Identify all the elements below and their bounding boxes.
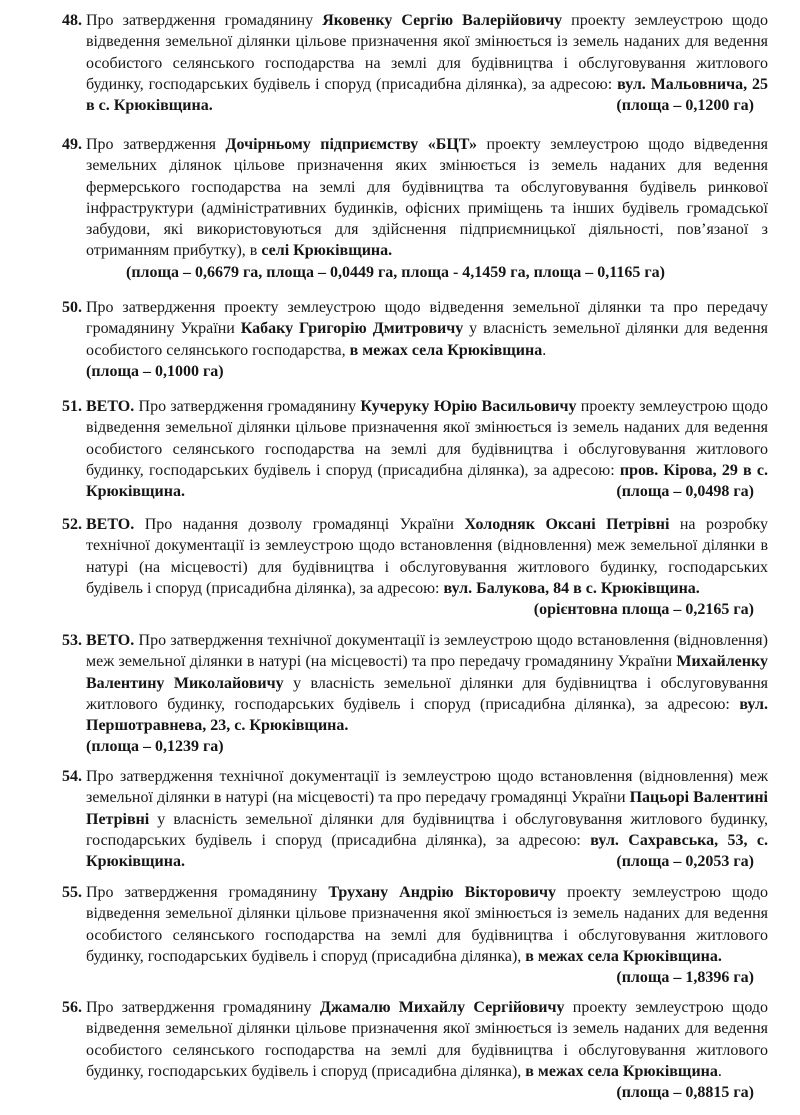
item-text-intro: Про затвердження [86, 136, 226, 153]
address: в межах села Крюківщина [349, 341, 543, 359]
applicant-name: Кучеруку Юрію Васильовичу [360, 398, 577, 415]
item-text-body: проекту землеустрою щодо відведення земельної ділянки цільове призначення якої змінюється із земель наданих для ведення особистого селянського господарства на землі для будівництва і обслуговування житлового будинку, господарських будівель і споруд (присадибна ділянка), [86, 999, 768, 1080]
address: пров. Кірова, 29 в с. Крюківщина. [86, 461, 768, 501]
veto-label: ВЕТО. [86, 632, 135, 649]
item-text [86, 134, 768, 283]
applicant-name: Яковенку Сергію Валерійовичу [322, 12, 563, 29]
applicant-name: Михайленку Валентину Миколайовичу [86, 653, 768, 692]
item-text [86, 882, 769, 987]
address: в межах села Крюківщина. [525, 947, 722, 965]
item-number: 55. [62, 884, 82, 901]
item-text-intro: Про затвердження проекту землеустрою щодо відведення земельної ділянки та про передачу громадянину України [86, 299, 768, 338]
address: вул. Першотравнева, 23, с. Крюківщина. [86, 695, 768, 735]
item-text-body: проекту землеустрою щодо відведення земельної ділянки цільове призначення якої змінюється із земель наданих для ведення особистого селянського господарства на землі для будівництва і обслуговування житлового будинку, господарських будівель і споруд (присадибна ділянка), [86, 884, 769, 965]
item-text-body: на розробку технічної документації із землеустрою щодо встановлення (відновлення) меж земельної ділянки в натурі (на місцевості) для будівництва і обслуговування житлового будинку, господарських будівель і споруд (присадибна ділянка), за адресою: [86, 516, 768, 597]
agenda-item-53 [48, 630, 768, 758]
item-text-body: у власність земельної ділянки для ведення особистого селянського господарства, [86, 320, 768, 359]
area-value: (площа – 0,8815 га) [616, 1084, 754, 1102]
area-value: (площа – 1,8396 га) [616, 969, 754, 987]
item-text [86, 396, 768, 502]
agenda-item-52 [48, 514, 768, 620]
item-text-intro: Про затвердження громадянину [134, 398, 361, 415]
item-text [86, 630, 768, 758]
item-number: 53. [62, 632, 82, 649]
item-number: 50. [62, 299, 82, 316]
item-number: 51. [62, 398, 82, 415]
veto-label: ВЕТО. [86, 398, 135, 415]
item-text-body: проекту землеустрою щодо відведення земельної ділянки цільове призначення якої змінюється із земель наданих для ведення особистого селянського господарства на землі для будівництва і обслуговування житлового будинку, господарських будівель і споруд (присадибна ділянка), за адресою: [86, 12, 768, 93]
item-text-intro: Про надання дозволу громадянці України [134, 516, 465, 533]
agenda-item-54 [48, 766, 768, 872]
address: вул. Мальовнича, 25 в с. Крюківщина. [86, 75, 768, 115]
agenda-item-51 [48, 396, 768, 502]
item-text-tail: . [717, 1062, 722, 1080]
address: в межах села Крюківщина [525, 1062, 718, 1080]
item-text [86, 514, 768, 619]
area-value: (площа – 0,1239 га) [86, 738, 224, 756]
area-value: (площа – 0,2053 га) [616, 853, 754, 871]
item-text-body: проекту землеустрою щодо відведення земельної ділянки цільове призначення якої змінюється із земель наданих для ведення особистого селянського господарства на землі для будівництва і обслуговування житлового будинку, господарських будівель і споруд (присадибна ділянка), за адресою: [86, 398, 768, 479]
agenda-item-48 [48, 10, 768, 116]
item-text-body: у власність земельної ділянки для будівництва і обслуговування житлового будинку, господарських будівель і споруд (присадибна ділянка), за адресою: [86, 674, 768, 713]
applicant-name: Дочірньому підприємству «БЦТ» [225, 136, 478, 153]
item-text-intro: Про затвердження громадянину [86, 884, 329, 901]
item-number: 49. [62, 136, 82, 153]
agenda-item-50 [48, 297, 768, 382]
area-value: (орієнтовна площа – 0,2165 га) [533, 601, 754, 619]
item-text-intro: Про затвердження громадянину [86, 999, 320, 1016]
veto-label: ВЕТО. [86, 516, 135, 533]
applicant-name: Холодняк Оксані Петрівні [464, 516, 670, 533]
item-text [86, 766, 768, 872]
item-number: 56. [62, 999, 82, 1016]
item-text-intro: Про затвердження громадянину [86, 12, 323, 29]
item-text-body: у власність земельної ділянки для будівництва і обслуговування житлового будинку, господарських будівель і споруд (присадибна ділянка), за адресою: [86, 810, 768, 849]
item-text-body: проекту землеустрою щодо відведення земельних ділянок цільове призначення яких змінюється із земель наданих для ведення фермерського господарства на землі для будівництва та обслуговування будівель ринкової інфраструктури (адміністративних будинків, офісних приміщень та інших будівель громадської забудови, які використовуються для здійснення підприємницької діяльності, пов’язаної з отриманням прибутку), в [86, 136, 768, 260]
agenda-item-49 [48, 134, 768, 283]
address: вул. Балукова, 84 в с. Крюківщина. [443, 579, 700, 597]
item-text [86, 997, 768, 1102]
area-value: (площа – 0,1000 га) [86, 362, 224, 380]
address: вул. Сахравська, 53, с. Крюківщина. [86, 831, 768, 871]
area-value: (площа – 0,6679 га, площа – 0,0449 га, площа - 4,1459 га, площа – 0,1165 га) [126, 263, 665, 281]
applicant-name: Трухану Андрію Вікторовичу [328, 884, 557, 901]
item-number: 54. [62, 768, 82, 785]
item-number: 48. [62, 12, 82, 29]
area-value: (площа – 0,0498 га) [616, 483, 754, 501]
address: селі Крюківщина. [261, 242, 393, 260]
applicant-name: Пацьорі Валентині Петрівні [86, 789, 768, 828]
applicant-name: Джамалю Михайлу Сергійовичу [319, 999, 565, 1016]
item-text [86, 10, 768, 116]
item-number: 52. [62, 516, 82, 533]
item-text [86, 297, 768, 382]
area-value: (площа – 0,1200 га) [616, 97, 754, 115]
agenda-item-56 [48, 997, 768, 1103]
agenda-item-55 [48, 882, 768, 988]
item-text-tail: . [542, 341, 547, 359]
item-text-intro: Про затвердження технічної документації із землеустрою щодо встановлення (відновлення) меж земельної ділянки в натурі (на місцевості) та про передачу громадянці України [86, 768, 768, 807]
item-text-intro: Про затвердження технічної документації із землеустрою щодо встановлення (відновлення) меж земельної ділянки в натурі (на місцевості) та про передачу громадянину України [86, 632, 768, 671]
applicant-name: Кабаку Григорію Дмитровичу [240, 320, 464, 338]
